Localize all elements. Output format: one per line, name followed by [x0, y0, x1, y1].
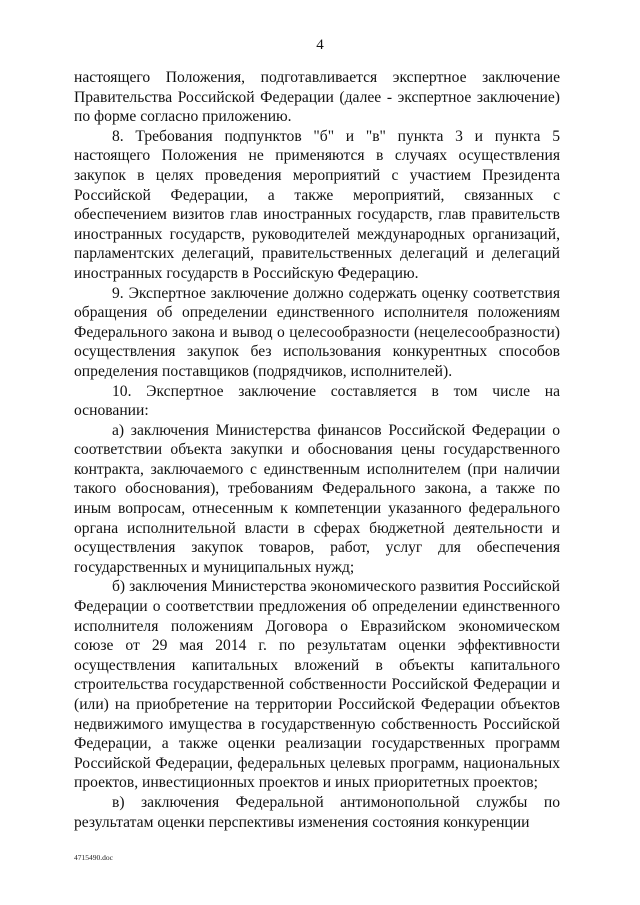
paragraph-continuation: настоящего Положения, подготавливается экспертное заключение Правительства Российской Федерации (далее - экспертное заключение) по форме согласно приложению.	[74, 69, 560, 126]
paragraph-8: 8. Требования подпунктов "б" и "в" пункта 3 и пункта 5 настоящего Положения не применяются в случаях осуществления закупок в целях проведения мероприятий с участием Президента Российской Федерации, а также мероприятий, связанных с обеспечением визитов глав иностранных государств, глав правительств иностранных государств, руководителей международных организаций, парламентских делегаций, правительственных делегаций и делегаций иностранных государств в Российскую Федерацию.	[74, 127, 560, 282]
subparagraph-a: а) заключения Министерства финансов Российской Федерации о соответствии объекта закупки и обоснования цены государственного контракта, заключаемого с единственным исполнителем (при наличии такого обоснования), требованиям Федерального закона, а также по иным вопросам, отнесенным к компетенции указанного федерального органа исполнительной власти в сферах бюджетной деятельности и осуществления закупок товаров, работ, услуг для обеспечения государственных и муниципальных нужд;	[74, 421, 560, 576]
page-number: 4	[316, 37, 324, 53]
document-body	[74, 68, 560, 832]
paragraph-9: 9. Экспертное заключение должно содержать оценку соответствия обращения об определении единственного исполнителя положениям Федерального закона и вывод о целесообразности (нецелесообразности) осуществления закупок без использования конкурентных способов определения поставщиков (подрядчиков, исполнителей).	[74, 284, 560, 380]
subparagraph-v: в) заключения Федеральной антимонопольной службы по результатам оценки перспективы изменения состояния конкуренции	[74, 793, 560, 831]
footer-file-code: 4715490.doc	[74, 853, 113, 862]
paragraph-10: 10. Экспертное заключение составляется в том числе на основании:	[74, 382, 560, 420]
subparagraph-b: б) заключения Министерства экономического развития Российской Федерации о соответствии предложения об определении единственного исполнителя положениям Договора о Евразийском экономическом союзе от 29 мая 2014 г. по результатам оценки эффективности осуществления капитальных вложений в объекты капитального строительства государственной собственности Российской Федерации и (или) на приобретение на территории Российской Федерации объектов недвижимого имущества в государственную собственность Российской Федерации, а также оценки реализации государственных программ Российской Федерации, федеральных целевых программ, национальных проектов, инвестиционных проектов и иных приоритетных проектов;	[74, 578, 560, 792]
